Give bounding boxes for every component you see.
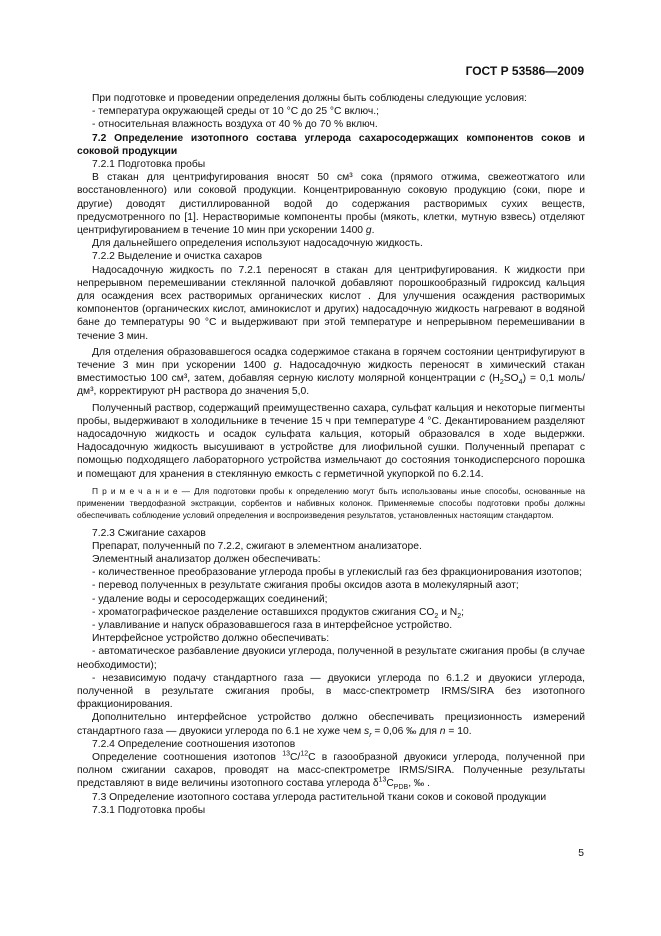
condition-humidity: - относительная влажность воздуха от 40 % до 70 % включ. (92, 119, 378, 131)
note (77, 485, 585, 522)
paragraph-7-2-1-a: В стакан для центрифугирования вносят 50 см³ сока (прямого отжима, свежеотжатого или восстановленного) или соковой продукции. Концентрированную соковую продукцию (соки, пюре и другие) доводят дистиллированной водой до содержания растворимых сухих веществ, предусмотренного по [1]. Нерастворимые компоненты пробы (мякоть, клетки, мутную взвесь) отделяют центрифугированием в течение 10 мин при ускорении 1400 g. (77, 172, 585, 237)
section-7-3-heading: 7.3 Определение изотопного состава углерода растительной ткани соков и соковой продукции (92, 791, 547, 803)
list-item: - независимую подачу стандартного газа — двуокиси углерода по 6.1.2 и двуокиси углерода, полученной в результате сжигания пробы, в масс-спектрометр IRMS/SIRA без изотопного фракционирования. (77, 672, 585, 711)
section-7-2-3-heading: 7.2.3 Сжигание сахаров (92, 527, 206, 539)
section-7-2-heading: 7.2 Определение изотопного состава углерода сахаросодержащих компонентов соков и соковой продукции (77, 132, 585, 157)
paragraph-7-2-1-b: Для дальнейшего определения используют надосадочную жидкость. (92, 238, 423, 250)
paragraph-7-2-4-a: Определение соотношения изотопов $^{13}$С/$^{12}$С в газообразной двуокиси углерода, полученной при полном сжигании сахаров, проводят на масс-спектрометре IRMS/SIRA. Полученные результаты представляют в виде величины изотопного состава углерода $\delta^{13}С_{PDB}$, ‰ . (77, 750, 585, 792)
section-7-2-1-heading: 7.2.1 Подготовка пробы (92, 159, 206, 171)
conditions-intro: При подготовке и проведении определения должны быть соблюдены следующие условия: (92, 93, 527, 104)
page-body (77, 92, 585, 817)
paragraph-7-2-3-d: Дополнительно интерфейсное устройство должно обеспечивать прецизионность измерений стандартного газа — двуокиси углерода по 6.1 не хуже чем $s_r = 0,06$ ‰ для n = 10. (77, 712, 585, 739)
section-7-2-2-heading: 7.2.2 Выделение и очистка сахаров (92, 251, 263, 263)
list-item: - хроматографическое разделение оставшихся продуктов сжигания $CO_2$ и $N_2$; (92, 606, 465, 620)
list-item: - автоматическое разбавление двуокиси углерода, полученной в результате сжигания пробы (в случае необходимости); (77, 646, 585, 671)
paragraph-7-2-3-b: Элементный анализатор должен обеспечивать: (92, 553, 321, 565)
note-label: П р и м е ч а н и е (92, 485, 178, 496)
paragraph-7-2-2-b: Для отделения образовавшегося осадка содержимое стакана в горячем состоянии центрифугируют в течение 3 мин при ускорении 1400 g. Надосадочную жидкость переносят в химический стакан вместимостью 100 см³, затем, добавляя серную кислоту молярной концентрации c $(H_2SO_4) = 0,1$ моль/дм³, корректируют pH раствора до значения 5,0. (77, 346, 585, 398)
note-text: — Для подготовки пробы к определению могут быть использованы иные способы, основанные на применении твердофазной экстракции, сорбентов и набивных колонок. Применяемые способы подготовки пробы должны обеспечивать соблюдение условий определения и воспроизведения результатов, установленных настоящим стандартом. (77, 485, 586, 521)
section-7-3-1-heading: 7.3.1 Подготовка пробы (92, 804, 206, 816)
paragraph-7-2-2-c: Полученный раствор, содержащий преимущественно сахара, сульфат кальция и некоторые пигменты пробы, выдерживают в холодильнике в течение 15 ч при температуре 4 °С. Декантированием разделяют надосадочную жидкость и осадок сульфата кальция, который образовался в ходе выдержки. Надосадочную жидкость высушивают в устройстве для лиофильной сушки. Полученный препарат с помощью подходящего лабораторного устройства измельчают до состояния тонкодисперсного порошка и помещают для хранения в стеклянную емкость с герметичной укупоркой по 6.2.14. (77, 402, 585, 480)
paragraph-7-2-3-a: Препарат, полученный по 7.2.2, сжигают в элементном анализаторе. (92, 540, 422, 552)
list-item: - перевод полученных в результате сжигания пробы оксидов азота в молекулярный азот; (92, 580, 519, 592)
list-item: - количественное преобразование углерода пробы в углекислый газ без фракционирования изотопов; (92, 567, 582, 579)
paragraph-7-2-2-a: Надосадочную жидкость по 7.2.1 переносят в стакан для центрифугирования. К жидкости при непрерывном перемешивании стеклянной палочкой добавляют порошкообразный гидроксид кальция для осаждения всех растворимых органических кислот . Для улучшения осаждения растворимых компонентов (органических кислот, аминокислот и других) надосадочную жидкость нагревают в водяной бане до температуры 90 °С и выдерживают при этой температуре и непрерывном перемешивании в течение 3 мин. (77, 264, 585, 342)
condition-temperature: - температура окружающей среды от 10 °С до 25 °С включ.; (92, 106, 380, 118)
page-number: 5 (578, 848, 584, 859)
list-item: - улавливание и напуск образовавшегося газа в интерфейсное устройство. (92, 619, 453, 631)
document-header: ГОСТ Р 53586—2009 (465, 64, 584, 78)
list-item: - удаление воды и серосодержащих соединений; (92, 593, 328, 605)
paragraph-7-2-3-c: Интерфейсное устройство должно обеспечивать: (92, 633, 330, 645)
section-7-2-4-heading: 7.2.4 Определение соотношения изотопов (92, 738, 296, 750)
